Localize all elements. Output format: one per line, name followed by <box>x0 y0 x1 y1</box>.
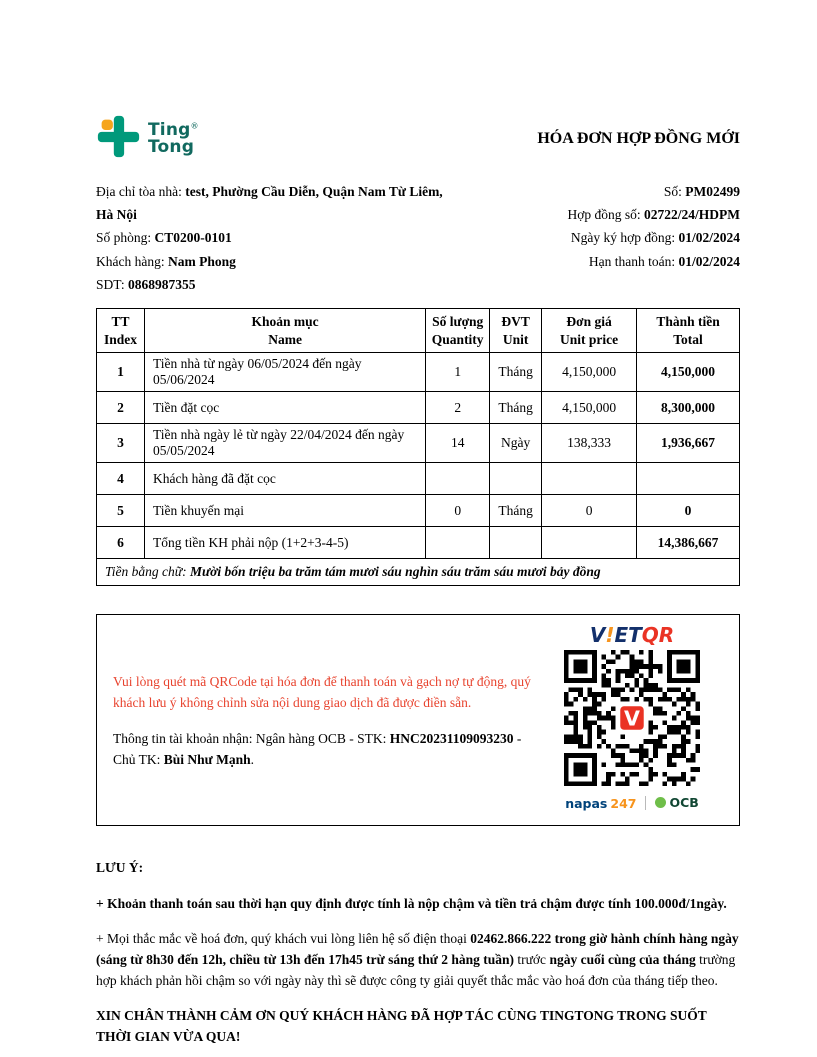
contact-note-text: trường hợp khách phản hồi chậm so với ngày này thì sẽ được công ty giải quyết thắc mắc vào hoá đơn của tháng tiếp theo. <box>96 951 736 988</box>
napas-wordmark: napas <box>565 796 608 812</box>
qr-panel <box>543 615 739 825</box>
payment-instructions <box>97 615 543 825</box>
holder-label: - Chủ TK: <box>113 730 522 767</box>
cell-qty: 1 <box>426 353 490 392</box>
cell-index: 3 <box>97 424 145 463</box>
phone-label: SDT: <box>96 276 128 292</box>
info-right-column <box>567 180 740 296</box>
thank-you-message: XIN CHÂN THÀNH CẢM ƠN QUÝ KHÁCH HÀNG ĐÃ HỢP TÁC CÙNG TINGTONG TRONG SUỐT THỜI GIAN VỪA QUA! <box>96 1007 707 1044</box>
cell-unit <box>490 527 542 559</box>
table-row <box>97 353 740 392</box>
napas-247: 247 <box>610 796 637 812</box>
cell-name: Tiền nhà từ ngày 06/05/2024 đến ngày 05/06/2024 <box>144 353 425 392</box>
cell-index: 6 <box>97 527 145 559</box>
cell-name: Khách hàng đã đặt cọc <box>144 463 425 495</box>
cell-price: 4,150,000 <box>542 353 637 392</box>
col-header-total <box>637 309 740 353</box>
cell-index: 2 <box>97 392 145 424</box>
invoice-info <box>96 180 740 296</box>
col-header-unit <box>490 309 542 353</box>
cell-name: Tiền nhà ngày lẻ từ ngày 22/04/2024 đến ngày 05/05/2024 <box>144 424 425 463</box>
amount-in-words <box>97 559 740 586</box>
room-value: CT0200-0101 <box>154 230 232 246</box>
contract-number-value: 02722/24/HDPM <box>644 207 740 223</box>
col-header-line: Unit <box>502 331 529 347</box>
ocb-wordmark: OCB <box>669 795 699 811</box>
cell-index: 1 <box>97 353 145 392</box>
amount-in-words-value: Mười bốn triệu ba trăm tám mươi sáu nghìn sáu trăm sáu mươi bảy đồng <box>189 564 601 580</box>
col-header-line: Quantity <box>431 331 484 347</box>
cell-price: 0 <box>542 495 637 527</box>
table-row <box>97 527 740 559</box>
payment-due-date <box>567 250 740 273</box>
tingtong-wordmark <box>148 119 199 157</box>
contact-note-text: + Mọi thắc mắc về hoá đơn, quý khách vui lòng liên hệ số điện thoại <box>96 931 471 947</box>
late-payment-note: + Khoản thanh toán sau thời hạn quy định được tính là nộp chậm và tiền trả chậm được tính 100.000đ/1ngày. <box>96 896 727 912</box>
cell-total: 8,300,000 <box>637 392 740 424</box>
tingtong-plus-icon <box>96 114 141 164</box>
col-header-line: Unit price <box>560 331 619 347</box>
logo-line1: Ting <box>148 119 191 140</box>
cell-total <box>637 463 740 495</box>
vietqr-letter: V <box>589 623 606 648</box>
logo-divider <box>645 796 646 810</box>
cell-price: 4,150,000 <box>542 392 637 424</box>
vietqr-qr-letters: QR <box>641 623 675 648</box>
tingtong-logo <box>96 114 199 164</box>
invoice-number-label: Số: <box>663 184 686 199</box>
cell-unit: Ngày <box>490 424 542 463</box>
holder-name: Bùi Như Mạnh <box>163 751 251 767</box>
col-header-qty <box>426 309 490 353</box>
cell-price <box>542 463 637 495</box>
amount-in-words-row <box>97 559 740 586</box>
contact-deadline: ngày cuối cùng của tháng <box>549 951 696 967</box>
cell-name: Tiền đặt cọc <box>144 392 425 424</box>
cell-price: 138,333 <box>542 424 637 463</box>
sign-date-label: Ngày ký hợp đồng: <box>570 230 679 246</box>
cell-unit: Tháng <box>490 353 542 392</box>
col-header-line: Thành tiền <box>656 314 720 330</box>
cell-total: 4,150,000 <box>637 353 740 392</box>
cell-name: Tiền khuyến mại <box>144 495 425 527</box>
col-header-line: Số lượng <box>432 314 484 330</box>
contract-sign-date <box>567 226 740 249</box>
cell-qty <box>426 463 490 495</box>
payment-network-logos <box>565 793 699 812</box>
invoice-number-value: PM02499 <box>685 184 740 199</box>
amount-in-words-label: Tiền bằng chữ: <box>105 564 190 580</box>
building-address <box>96 180 454 226</box>
invoice-number <box>567 180 740 203</box>
cell-index: 5 <box>97 495 145 527</box>
payment-account-info <box>113 729 535 771</box>
col-header-line: TT <box>111 314 130 330</box>
table-header <box>97 309 740 353</box>
registered-mark: ® <box>190 121 199 131</box>
account-number: HNC20231109093230 <box>389 730 514 746</box>
cell-unit: Tháng <box>490 495 542 527</box>
col-header-name <box>144 309 425 353</box>
address-label: Địa chỉ tòa nhà: <box>96 184 186 199</box>
table-header-row <box>97 309 740 353</box>
napas-logo <box>565 793 636 812</box>
col-header-line: ĐVT <box>501 314 530 330</box>
notes-section <box>96 858 740 1047</box>
table-row <box>97 424 740 463</box>
invoice-title: HÓA ĐƠN HỢP ĐỒNG MỚI <box>537 130 740 147</box>
invoice-items-table <box>96 308 740 586</box>
vietqr-letters: ET <box>614 623 642 648</box>
sentence-period: . <box>250 751 255 767</box>
cell-unit: Tháng <box>490 392 542 424</box>
table-row <box>97 495 740 527</box>
info-left-column <box>96 180 454 296</box>
contact-note <box>96 929 740 992</box>
contact-phone-hours: 02462.866.222 trong giờ hành chính hàng ngày (sáng từ 8h30 đến 12h, chiều từ 13h đến 17h45 trừ sáng thứ 2 hàng tuần) <box>96 931 739 967</box>
room-number <box>96 226 454 249</box>
room-label: Số phòng: <box>96 230 155 246</box>
col-header-line: Index <box>103 331 137 347</box>
contract-number <box>567 203 740 226</box>
sign-date-value: 01/02/2024 <box>678 230 740 246</box>
col-header-line: Name <box>268 331 302 347</box>
col-header-line: Đơn giá <box>566 314 612 330</box>
vietqr-accent: ! <box>605 623 615 648</box>
cell-qty: 0 <box>426 495 490 527</box>
cell-qty <box>426 527 490 559</box>
svg-text:V: V <box>624 706 640 731</box>
col-header-line: Total <box>673 331 703 347</box>
table-body <box>97 353 740 586</box>
invoice-header <box>96 114 740 164</box>
payment-section <box>96 614 740 826</box>
phone-value: 0868987355 <box>127 276 196 292</box>
col-header-price <box>542 309 637 353</box>
customer-name <box>96 250 454 273</box>
col-header-index <box>97 309 145 353</box>
col-header-line: Khoản mục <box>251 314 319 330</box>
logo-line2: Tong <box>148 137 195 157</box>
vietqr-logo <box>589 623 675 648</box>
notes-title: LƯU Ý: <box>96 860 144 876</box>
ocb-logo <box>655 795 698 810</box>
contact-note-text: trước <box>513 951 550 967</box>
customer-value: Nam Phong <box>167 253 236 269</box>
cell-total: 14,386,667 <box>637 527 740 559</box>
address-value: test, Phường Cầu Diễn, Quận Nam Từ Liêm, Hà Nội <box>96 184 443 223</box>
customer-phone <box>96 273 454 296</box>
cell-name: Tổng tiền KH phải nộp (1+2+3-4-5) <box>144 527 425 559</box>
cell-qty: 2 <box>426 392 490 424</box>
ocb-icon <box>655 797 666 808</box>
payment-warning: Vui lòng quét mã QRCode tại hóa đơn để thanh toán và gạch nợ tự động, quý khách lưu ý không chỉnh sửa nội dung giao dịch đã được điền sẵn. <box>113 673 531 710</box>
table-row <box>97 463 740 495</box>
cell-index: 4 <box>97 463 145 495</box>
cell-qty: 14 <box>426 424 490 463</box>
cell-total: 0 <box>637 495 740 527</box>
account-label: Thông tin tài khoản nhận: Ngân hàng OCB - STK: <box>113 730 390 746</box>
customer-label: Khách hàng: <box>96 253 168 269</box>
due-date-label: Hạn thanh toán: <box>588 253 679 269</box>
table-row <box>97 392 740 424</box>
cell-total: 1,936,667 <box>637 424 740 463</box>
cell-price <box>542 527 637 559</box>
due-date-value: 01/02/2024 <box>678 253 740 269</box>
contract-number-label: Hợp đồng số: <box>567 207 644 223</box>
qr-code <box>564 650 700 786</box>
cell-unit <box>490 463 542 495</box>
